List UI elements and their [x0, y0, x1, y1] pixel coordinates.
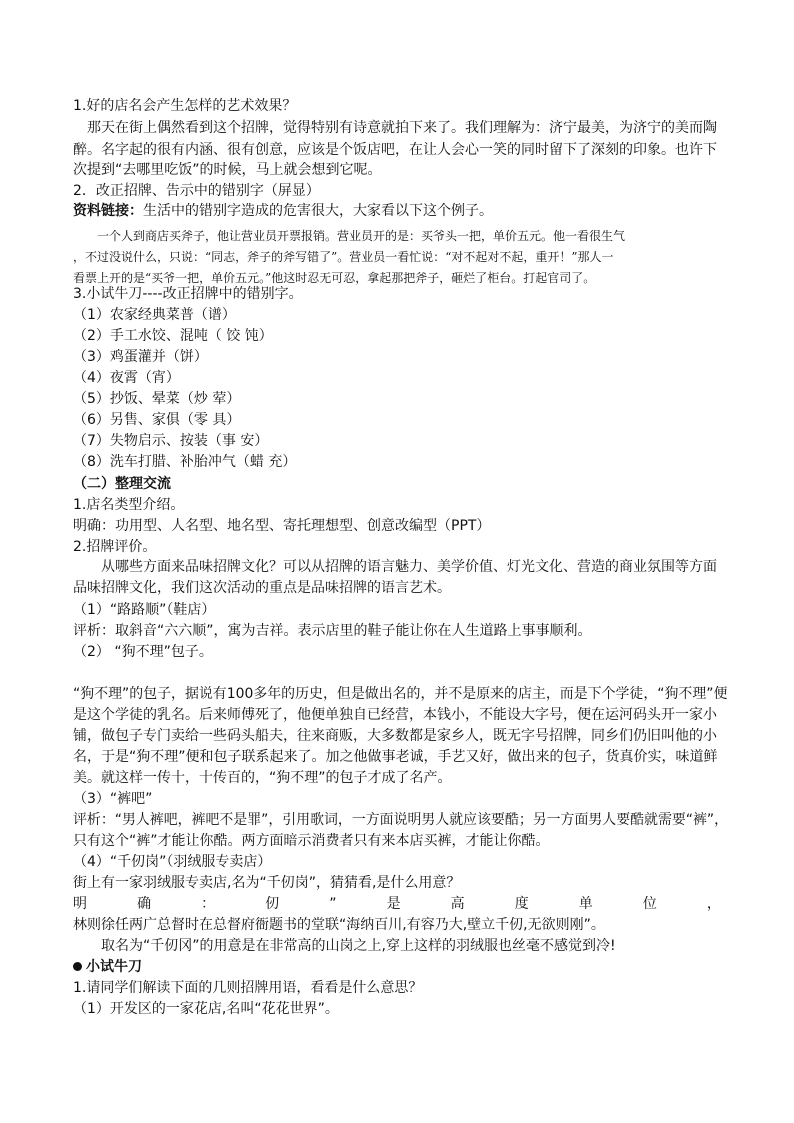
paragraph-line: 品味招牌文化，我们这次活动的重点是品味招牌的语言艺术。	[73, 580, 451, 596]
quote-line: 看票上开的是“买爷一把，单价五元。”他这时忍无可忍，拿起那把斧子，砸烂了柜台。打起官司了。	[73, 271, 596, 285]
list-item: （2） “狗不理”包子。	[73, 644, 213, 660]
section-heading: 小试牛刀	[73, 957, 142, 977]
list-item: （3）鸡蛋灌并（饼）	[73, 349, 208, 365]
question-1: 1.好的店名会产生怎样的艺术效果？	[73, 98, 297, 114]
paragraph-line: 取名为“千仞冈”的用意是在非常高的山岗之上,穿上这样的羽绒服也丝毫不感觉到冷!	[101, 938, 616, 954]
paragraph-line: 名，于是“狗不理”便和包子联系起来了。加之他做事老诚，手艺又好，做出来的包子，货真价实，味道鲜	[73, 749, 718, 765]
list-item: （3）“裤吧”	[73, 791, 153, 807]
paragraph-line: 明确：功用型、人名型、地名型、寄托理想型、创意改编型（PPT）	[73, 518, 491, 534]
list-item: （4）夜霄（宵）	[73, 370, 180, 386]
bullet-icon	[73, 962, 82, 971]
paragraph-line: 是这个学徒的乳名。后来师傅死了，他便单独自已经营，本钱小，不能设大字号，便在运河码头开一家小	[73, 707, 717, 723]
paragraph-line: 次提到“去哪里吃饭”的时候，马上就会想到它呢。	[73, 162, 382, 178]
paragraph-line: 醉。名字起的很有内涵、很有创意，应该是个饭店吧，在让人会心一笑的同时留下了深刻的印象。也许下	[73, 142, 717, 158]
resource-link-label: 资料链接：	[73, 203, 143, 219]
paragraph-line: 从哪些方面来品味招牌文化？可以从招牌的语言魅力、美学价值、灯光文化、营造的商业氛围等方面	[101, 559, 717, 575]
quote-line: ，不过没说什么，只说：“同志，斧子的斧写错了”。营业员一看忙说：“对不起对不起，重开！”那人一	[73, 250, 614, 264]
paragraph-line: 只有这个“裤”才能让你酷。两方面暗示消费者只有来本店买裤，才能让你酷。	[73, 833, 550, 849]
section-heading: 3.小试牛刀----改正招牌中的错别字。	[73, 286, 303, 302]
justified-line: 明 确 ： 仞 ” 是 高 度 单 位 ，	[73, 896, 721, 912]
paragraph-line: 评析：取斜音“六六顺”，寓为吉祥。表示店里的鞋子能让你在人生道路上事事顺利。	[73, 623, 592, 639]
paragraph-line: 1.店名类型介绍。	[73, 497, 185, 513]
list-item: （1）农家经典菜普（谱）	[73, 307, 236, 323]
list-item: （7）失物启示、按装（事 安）	[73, 433, 269, 449]
paragraph-line: 美。就这样一传十，十传百的，“狗不理”的包子才成了名产。	[73, 770, 452, 786]
paragraph-line: “狗不理”的包子，据说有100多年的历史，但是做出名的，并不是原来的店主，而是下个学徒，“狗不理”便	[73, 686, 728, 702]
paragraph-line	[73, 201, 493, 221]
paragraph-line: 1.请同学们解读下面的几则招牌用语，看看是什么意思？	[73, 980, 423, 996]
list-item: （1）开发区的一家花店,名叫“花花世界”。	[73, 1001, 339, 1017]
list-item: （4）“千仞岗”（羽绒服专卖店）	[73, 854, 272, 870]
section-heading: （二）整理交流	[73, 476, 171, 492]
list-item: （6）另售、家俱（零 具）	[73, 412, 241, 428]
list-item: （1）“路路顺”（鞋店）	[73, 602, 216, 618]
section-heading: 2．改正招牌、告示中的错别字（屏显）	[73, 183, 320, 199]
list-item: （2）手工水饺、混吨（ 饺 饨）	[73, 328, 273, 344]
paragraph-line: 铺，做包子专门卖给一些码头船夫，往来商贩，大多数都是家乡人，既无字号招牌，同乡们仍旧叫他的小	[73, 728, 717, 744]
paragraph-line: 那天在街上偶然看到这个招牌，觉得特别有诗意就拍下来了。我们理解为：济宁最美，为济宁的美而陶	[87, 120, 717, 136]
quote-line: 一个人到商店买斧子，他让营业员开票报销。营业员开的是：买爷头一把，单价五元。他一看很生气	[97, 229, 626, 243]
paragraph-line: 2.招牌评价。	[73, 539, 157, 555]
paragraph-line: 评析：“男人裤吧，裤吧不是罪”，引用歌词，一方面说明男人就应该要酷；另一方面男人要酷就需要“裤”，	[73, 812, 729, 828]
paragraph-line: 街上有一家羽绒服专卖店,名为“千仞岗”，猜猜看,是什么用意？	[73, 875, 461, 891]
resource-link-text: 生活中的错别字造成的危害很大，大家看以下这个例子。	[143, 203, 493, 219]
list-item: （8）洗车打腊、补胎冲气（蜡 充）	[73, 454, 297, 470]
paragraph-line: 林则徐任两广总督时在总督府衙题书的堂联“海纳百川,有容乃大,壁立千仞,无欲则刚”。	[73, 917, 605, 933]
list-item: （5）抄饭、晕菜（炒 荤）	[73, 391, 241, 407]
